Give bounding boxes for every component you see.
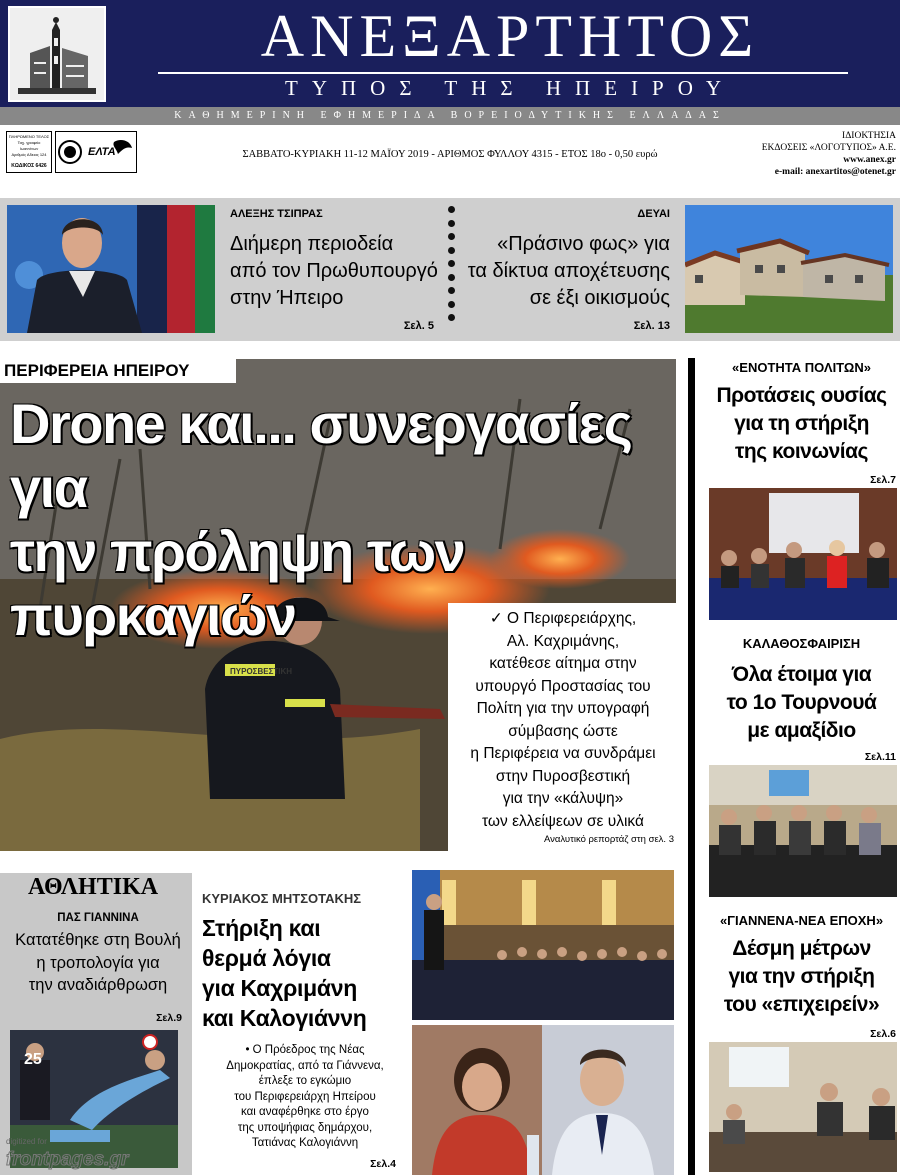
summary-line: Τατιάνας Καλογιάννη [251,1137,359,1149]
right-headline[interactable] [703,382,900,466]
headline-line: από τον Πρωθυπουργό [230,260,438,282]
frontpages-watermark: frontpages.gr [6,1149,129,1170]
email-link[interactable]: e-mail: anexartitos@otenet.gr [774,167,896,177]
summary-line: και αναφέρθηκε στο έργο [241,1106,369,1118]
headline-line: την αναδιάρθρωση [28,976,168,994]
teaser-separator-dots [445,206,457,336]
masthead-rule [158,72,848,74]
elta-logo [55,131,137,173]
football-photo[interactable] [10,1030,178,1168]
summary-line: υπουργό Προστασίας του [475,677,651,695]
headline-line: θερμά λόγια [202,945,331,971]
owner-label: ΙΔΙΟΚΤΗΣΙΑ [842,131,896,141]
headline-line: για Καχριμάνη [202,975,357,1001]
basketball-conference-photo[interactable] [709,765,897,897]
mitsotakis-kalogianni-photo[interactable] [412,1025,674,1175]
summary-line: Αλ. Καχριμάνης, [506,632,620,650]
headline-line: Κατατέθηκε στη Βουλή [15,931,181,949]
summary-line: κατέθεσε αίτημα στην [489,655,637,672]
right-headline[interactable] [703,935,900,1019]
office-visit-photo[interactable] [709,1042,897,1172]
right-kicker: «ΓΙΑΝΝΕΝΑ-ΝΕΑ ΕΠΟΧΗ» [719,913,884,928]
newspaper-subtitle: ΤΥΠΟΣ ΤΗΣ ΗΠΕΙΡΟΥ [285,76,735,100]
team-label: ΠΑΣ ΓΙΑΝΝΙΝΑ [57,912,139,924]
teaser-headline[interactable] [460,231,670,312]
right-page-ref[interactable]: Σελ.6 [870,1028,896,1040]
summary-line: • Ο Πρόεδρος της Νέας [245,1044,365,1056]
right-kicker: «ΕΝΟΤΗΤΑ ΠΟΛΙΤΩΝ» [732,360,871,375]
tsipras-photo[interactable] [7,205,215,333]
headline-line: με αμαξίδιο [747,719,856,742]
mitsotakis-kicker: ΚΥΡΙΑΚΟΣ ΜΗΤΣΟΤΑΚΗΣ [202,891,362,906]
headline-line: Διήμερη περιοδεία [230,233,394,255]
daily-newspaper-bar: ΚΑΘΗΜΕΡΙΝΗ ΕΦΗΜΕΡΙΔΑ ΒΟΡΕΙΟΔΥΤΙΚΗΣ ΕΛΛΑΔΑΣ [0,107,900,125]
summary-line: έπλεξε το εγκώμιο [258,1075,352,1087]
more-report-ref[interactable]: Αναλυτικό ρεπορτάζ στη σελ. 3 [543,834,674,845]
elta-label: ΕΛΤΑ [88,146,116,158]
teaser-page-ref[interactable]: Σελ. 13 [633,320,670,332]
headline-line: Προτάσεις ουσίας [716,384,887,407]
postage-line: ΠΛΗΡΩΜΕΝΟ ΤΕΛΟΣ [8,134,50,139]
teaser-kicker: ΔΕΥΑΙ [637,208,670,220]
summary-line: Πολίτη για την υπογραφή [476,700,650,717]
right-headline[interactable] [703,661,900,745]
headline-line: η τροπολογία για [36,953,160,972]
summary-line: σύμβασης ώστε [508,722,618,740]
mitsotakis-summary [206,1043,404,1152]
headline-line: και Καλογιάννη [202,1005,367,1031]
teaser-headline[interactable] [230,231,440,312]
teaser-page-ref[interactable]: Σελ. 5 [403,320,434,332]
ownership-info [720,130,896,178]
postage-line: Αριθμός Αδειας 124 [11,152,47,157]
issue-date-line: ΣΑΒΒΑΤΟ-ΚΥΡΙΑΚΗ 11-12 ΜΑΪΟΥ 2019 - ΑΡΙΘΜΟΣ ΦΥΛΛΟΥ 4315 - ΕΤΟΣ 18ο - 0,50 ευρώ [242,149,658,160]
website-link[interactable]: www.anex.gr [843,155,896,165]
headline-line: σε έξι οικισμούς [529,287,670,309]
postal-code: ΚΩΔΙΚΟΣ 6426 [11,163,47,169]
summary-line: των ελλείψεων σε υλικά [482,812,644,830]
headline-line: «Πράσινο φως» για [497,233,670,255]
athletics-title: ΑΘΛΗΤΙΚΑ [28,874,159,900]
mitsotakis-headline[interactable] [202,913,402,1033]
headline-line: Δέσμη μέτρων [732,937,871,960]
right-kicker: ΚΑΛΑΘΟΣΦΑΙΡΙΣΗ [742,636,861,651]
newspaper-title: ΑΝΕΞΑΡΤΗΤΟΣ [260,3,760,69]
column-rule [688,358,695,1175]
headline-line: Όλα έτοιμα για [731,663,872,686]
headline-line: για την στήριξη [728,965,875,988]
owner-name: ΕΚΔΟΣΕΙΣ «ΛΟΓΟΤΥΠΟΣ» Α.Ε. [761,143,896,153]
right-page-ref[interactable]: Σελ.7 [870,474,896,486]
right-page-ref[interactable]: Σελ.11 [864,751,896,763]
headline-line: στην Ήπειρο [230,287,344,309]
headline-line: την πρόληψη των πυρκαγιών [10,520,465,647]
jersey-number: 25 [24,1051,42,1068]
summary-line: για την «κάλυψη» [502,790,624,807]
summary-line: ✓ Ο Περιφερειάρχης, [489,610,637,627]
village-photo[interactable] [685,205,893,333]
headline-line: Στήριξη και [202,915,321,941]
headline-line: τα δίκτυα αποχέτευσης [467,260,670,282]
headline-line: το 1ο Τουρνουά [726,691,877,714]
church-logo-icon [8,6,106,102]
athletics-page-ref[interactable]: Σελ.9 [156,1012,182,1024]
mitsotakis-page-ref[interactable]: Σελ.4 [370,1158,396,1170]
summary-line: στην Πυροσβεστική [495,767,631,785]
headline-line: της κοινωνίας [735,440,868,463]
headline-line: Drone και... συνεργασίες για [10,392,632,519]
headline-line: για τη στήριξη [734,412,869,435]
summary-line: του Περιφερειάρχη Ηπείρου [234,1090,376,1103]
postage-line: Ιωαννίνων [19,146,39,151]
event-hall-photo[interactable] [412,870,674,1020]
summary-line: Δημοκρατίας, από τα Γιάννενα, [226,1059,384,1072]
teaser-kicker: ΑΛΕΞΗΣ ΤΣΙΠΡΑΣ [230,208,323,220]
meeting-photo[interactable] [709,488,897,620]
summary-line: της υποψήφιας δημάρχου, [237,1121,373,1134]
headline-line: του «επιχειρείν» [723,993,880,1016]
section-tag: ΠΕΡΙΦΕΡΕΙΑ ΗΠΕΙΡΟΥ [0,359,236,383]
athletics-headline[interactable] [8,929,188,997]
summary-line: η Περιφέρεια να συνδράμει [470,745,656,762]
postage-line: Ταχ. γραφείο [17,140,41,145]
uniform-label: ΠΥΡΟΣΒΕΣΤΙΚΗ [230,667,293,676]
main-summary [452,608,674,833]
digitized-label: digitized for [6,1137,47,1146]
